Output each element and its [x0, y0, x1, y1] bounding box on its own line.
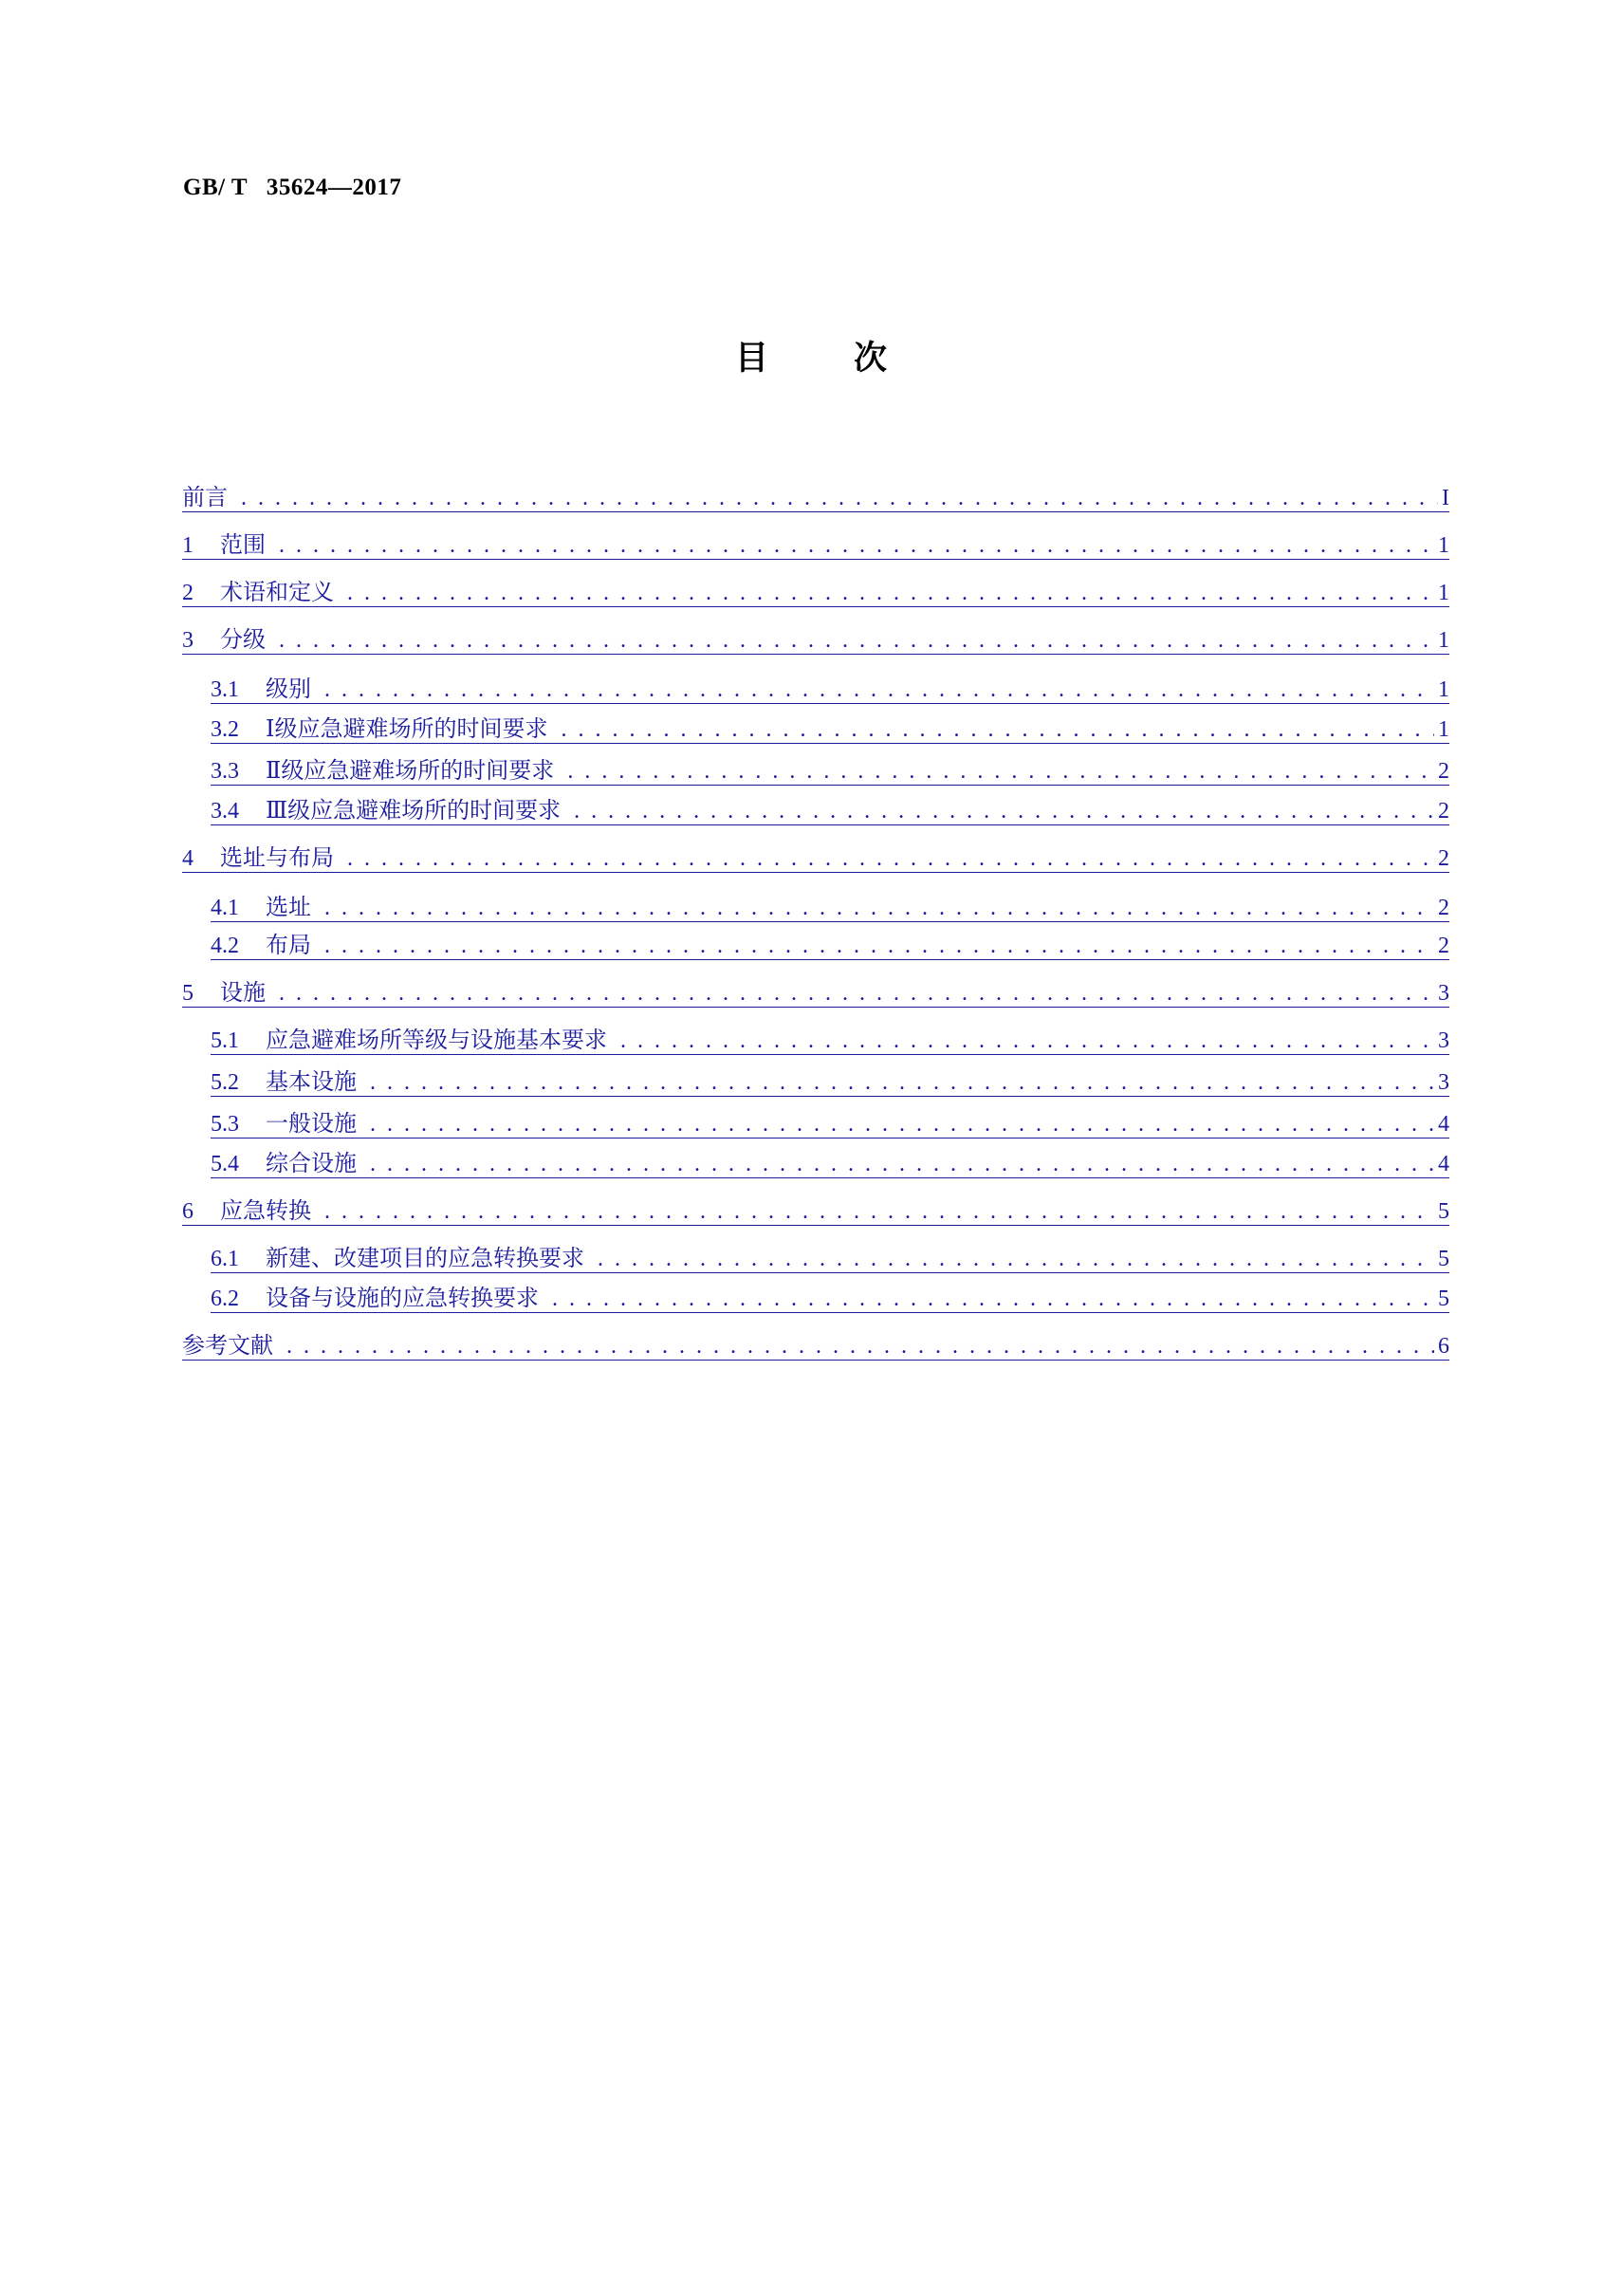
toc-entry-page: 6 — [1438, 1334, 1449, 1359]
toc-entry-2[interactable] — [182, 574, 1449, 607]
toc-entry-page: 5 — [1438, 1287, 1449, 1311]
toc-entry-number: 5.4 — [211, 1152, 239, 1176]
toc-entry-label: 术语和定义 — [220, 579, 334, 605]
toc-entry-5[interactable] — [182, 974, 1449, 1008]
toc-entry-label: 前言 — [182, 484, 228, 510]
toc-entry-page: 1 — [1438, 717, 1449, 742]
toc-entry-page: 4 — [1438, 1112, 1449, 1137]
toc-entry-6-2[interactable] — [211, 1280, 1449, 1313]
toc-entry-4-1[interactable] — [211, 889, 1449, 922]
toc-leader-dots — [275, 628, 1434, 654]
toc-entry-page: 1 — [1438, 677, 1449, 702]
toc-entry-label: 设施 — [220, 979, 266, 1006]
toc-entry-number: 2 — [182, 581, 194, 605]
toc-leader-dots — [343, 581, 1434, 606]
toc-title-char-2: 次 — [854, 340, 888, 378]
toc-entry-page: 2 — [1438, 896, 1449, 920]
toc-leader-dots — [283, 1334, 1434, 1360]
toc-entry-label: 新建、改建项目的应急转换要求 — [266, 1245, 584, 1271]
toc-leader-dots — [275, 533, 1434, 559]
toc-leader-dots — [366, 1112, 1434, 1138]
toc-entry-label: 范围 — [220, 531, 266, 558]
toc-entry-page: 1 — [1438, 581, 1449, 605]
toc-leader-dots — [321, 896, 1434, 921]
toc-entry-number: 4 — [182, 846, 194, 871]
toc-entry-page: 3 — [1438, 1028, 1449, 1053]
toc-leader-dots — [321, 1199, 1434, 1225]
toc-entry-references[interactable] — [182, 1327, 1449, 1361]
toc-entry-number: 6.1 — [211, 1247, 239, 1271]
toc-title-char-1: 目 — [734, 340, 768, 378]
toc-entry-6[interactable] — [182, 1193, 1449, 1226]
toc-entry-label: 基本设施 — [266, 1068, 357, 1095]
toc-entry-page: I — [1442, 486, 1449, 510]
toc-entry-page: 2 — [1438, 934, 1449, 958]
toc-leader-dots — [366, 1070, 1434, 1096]
toc-entry-page: 2 — [1438, 759, 1449, 784]
toc-entry-5-2[interactable] — [211, 1064, 1449, 1097]
toc-entry-number: 5.1 — [211, 1028, 239, 1053]
toc-entry-label: 综合设施 — [266, 1150, 357, 1176]
toc-entry-1[interactable] — [182, 527, 1449, 560]
toc-entry-5-4[interactable] — [211, 1145, 1449, 1178]
toc-entry-label: 布局 — [266, 932, 311, 958]
toc-entry-number: 6.2 — [211, 1287, 239, 1311]
toc-entry-3-1[interactable] — [211, 671, 1449, 704]
toc-entry-4[interactable] — [182, 840, 1449, 873]
toc-entry-label: 应急避难场所等级与设施基本要求 — [266, 1027, 607, 1053]
toc-entry-number: 1 — [182, 533, 194, 558]
toc-title — [0, 332, 1622, 380]
toc-entry-number: 4.2 — [211, 934, 239, 958]
toc-entry-page: 1 — [1438, 628, 1449, 653]
toc-entry-label: 应急转换 — [220, 1197, 311, 1224]
toc-entry-label: 选址与布局 — [220, 844, 334, 871]
toc-entry-number: 5 — [182, 981, 194, 1006]
toc-entry-page: 3 — [1438, 1070, 1449, 1095]
toc-leader-dots — [366, 1152, 1434, 1177]
toc-entry-number: 5.3 — [211, 1112, 239, 1137]
standard-code: GB/ T 35624—2017 — [183, 175, 402, 200]
toc-leader-dots — [594, 1247, 1434, 1272]
toc-entry-number: 3.3 — [211, 759, 239, 784]
toc-entry-label: 分级 — [220, 626, 266, 653]
toc-entry-3-4[interactable] — [211, 792, 1449, 825]
toc-entry-label: Ⅲ级应急避难场所的时间要求 — [266, 797, 562, 824]
toc-leader-dots — [570, 799, 1434, 824]
toc-entry-3-2[interactable] — [211, 711, 1449, 744]
toc-entry-label: 设备与设施的应急转换要求 — [266, 1285, 539, 1311]
toc-leader-dots — [343, 846, 1434, 872]
toc-entry-label: 级别 — [266, 676, 311, 702]
toc-entry-label: 参考文献 — [182, 1332, 273, 1359]
toc-entry-5-1[interactable] — [211, 1022, 1449, 1055]
toc-entry-label: 一般设施 — [266, 1110, 357, 1137]
toc-leader-dots — [321, 934, 1434, 959]
toc-entry-page: 2 — [1438, 846, 1449, 871]
toc-entry-number: 4.1 — [211, 896, 239, 920]
toc-entry-page: 2 — [1438, 799, 1449, 824]
toc-entry-number: 6 — [182, 1199, 194, 1224]
toc-entry-3[interactable] — [182, 621, 1449, 655]
toc-entry-page: 5 — [1438, 1199, 1449, 1224]
toc-entry-label: Ⅰ级应急避难场所的时间要求 — [266, 715, 548, 742]
toc-leader-dots — [563, 759, 1434, 785]
toc-entry-number: 3 — [182, 628, 194, 653]
toc-entry-number: 3.2 — [211, 717, 239, 742]
toc-leader-dots — [321, 677, 1434, 703]
toc-entry-number: 5.2 — [211, 1070, 239, 1095]
toc-leader-dots — [617, 1028, 1434, 1054]
toc-leader-dots — [548, 1287, 1434, 1312]
toc-entry-6-1[interactable] — [211, 1240, 1449, 1273]
toc-entry-label: Ⅱ级应急避难场所的时间要求 — [266, 757, 555, 784]
toc-entry-number: 3.1 — [211, 677, 239, 702]
toc-entry-4-2[interactable] — [211, 927, 1449, 960]
toc-entry-3-3[interactable] — [211, 752, 1449, 786]
toc-entry-label: 选址 — [266, 894, 311, 920]
toc-leader-dots — [237, 486, 1438, 511]
toc-entry-5-3[interactable] — [211, 1105, 1449, 1139]
toc-entry-page: 1 — [1438, 533, 1449, 558]
toc-entry-page: 5 — [1438, 1247, 1449, 1271]
toc-entry-page: 3 — [1438, 981, 1449, 1006]
toc-leader-dots — [557, 717, 1434, 743]
toc-entry-page: 4 — [1438, 1152, 1449, 1176]
toc-entry-preface[interactable] — [182, 479, 1449, 512]
toc-entry-number: 3.4 — [211, 799, 239, 824]
toc-leader-dots — [275, 981, 1434, 1007]
